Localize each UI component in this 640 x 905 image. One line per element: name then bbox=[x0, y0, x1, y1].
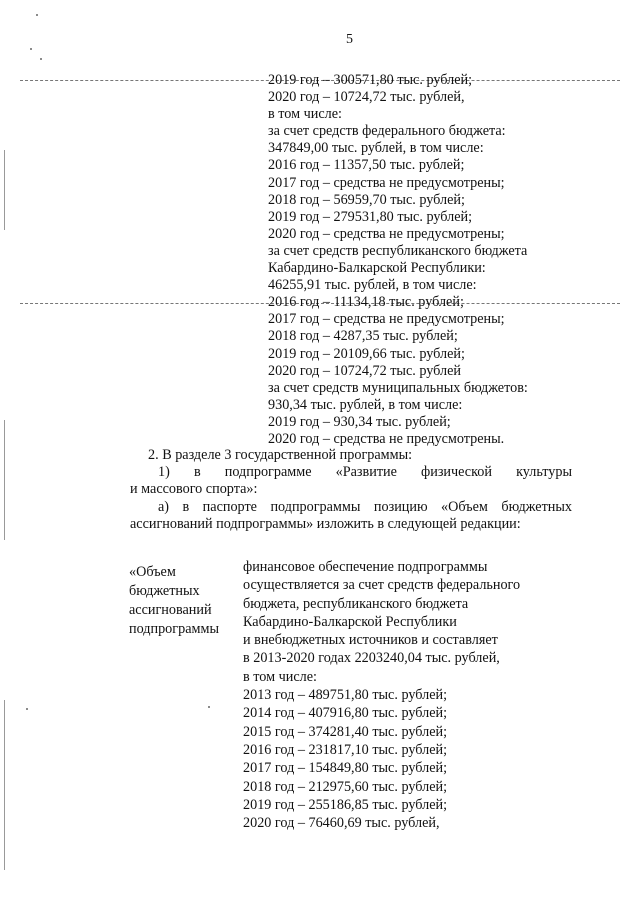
scan-margin-line bbox=[4, 700, 5, 870]
financing-line: 2017 год – средства не предусмотрены; bbox=[268, 311, 505, 328]
table-text-line: Кабардино-Балкарской Республики bbox=[243, 613, 457, 630]
table-text-line: осуществляется за счет средств федерального bbox=[243, 577, 521, 594]
section2-subprogram-line: 1) в подпрограмме «Развитие физической культуры bbox=[158, 464, 572, 481]
scan-margin-line bbox=[4, 150, 5, 230]
table-label-line: подпрограммы bbox=[129, 621, 219, 637]
table-text-line: бюджета, республиканского бюджета bbox=[243, 595, 469, 612]
scan-speck bbox=[40, 58, 42, 60]
table-text-line: в том числе: bbox=[243, 668, 317, 685]
table-text-line: 2013 год – 489751,80 тыс. рублей; bbox=[243, 687, 448, 704]
financing-line: 2019 год – 300571,80 тыс. рублей; bbox=[268, 72, 473, 88]
financing-block bbox=[268, 72, 528, 448]
financing-line: 347849,00 тыс. рублей, в том числе: bbox=[268, 140, 484, 157]
table-label-line: «Объем bbox=[129, 564, 176, 580]
table-text-line: 2018 год – 212975,60 тыс. рублей; bbox=[243, 778, 448, 795]
financing-line: 2020 год – средства не предусмотрены. bbox=[268, 430, 505, 447]
financing-line: за счет средств муниципальных бюджетов: bbox=[268, 379, 528, 396]
table-text-line: 2017 год – 154849,80 тыс. рублей; bbox=[243, 760, 448, 777]
table-text-line: 2016 год – 231817,10 тыс. рублей; bbox=[243, 741, 448, 758]
section2-passport-line: а) в паспорте подпрограммы позицию «Объем бюджетных bbox=[158, 498, 572, 515]
financing-line: 2017 год – средства не предусмотрены; bbox=[268, 174, 505, 191]
scan-speck bbox=[30, 48, 32, 50]
table-text-line: в 2013-2020 годах 2203240,04 тыс. рублей, bbox=[243, 650, 500, 667]
table-label bbox=[129, 563, 219, 639]
financing-line: 2016 год – 11357,50 тыс. рублей; bbox=[268, 157, 465, 174]
financing-line: в том числе: bbox=[268, 106, 342, 123]
table-text-line: 2020 год – 76460,69 тыс. рублей, bbox=[243, 815, 440, 832]
table-text-line: финансовое обеспечение подпрограммы bbox=[243, 559, 488, 575]
table-label-line: ассигнований bbox=[129, 602, 212, 618]
financing-line: Кабардино-Балкарской Республики: bbox=[268, 260, 486, 277]
table-label-line: бюджетных bbox=[129, 583, 200, 599]
financing-line: 2019 год – 20109,66 тыс. рублей; bbox=[268, 345, 465, 362]
financing-line: 2020 год – 10724,72 тыс. рублей bbox=[268, 362, 461, 379]
financing-line: 930,34 тыс. рублей, в том числе: bbox=[268, 396, 463, 413]
scan-speck bbox=[208, 706, 210, 708]
financing-line: 2019 год – 930,34 тыс. рублей; bbox=[268, 413, 451, 430]
section2-heading: 2. В разделе 3 государственной программы: bbox=[148, 447, 413, 463]
financing-line: 2020 год – 10724,72 тыс. рублей, bbox=[268, 89, 465, 106]
section2-paragraph bbox=[130, 447, 572, 533]
financing-line: за счет средств республиканского бюджета bbox=[268, 242, 528, 259]
table-text-line: 2014 год – 407916,80 тыс. рублей; bbox=[243, 705, 448, 722]
table-text-line: 2015 год – 374281,40 тыс. рублей; bbox=[243, 723, 448, 740]
financing-line: 2018 год – 56959,70 тыс. рублей; bbox=[268, 191, 465, 208]
scan-speck bbox=[26, 708, 28, 710]
section2-passport-line: ассигнований подпрограммы» изложить в следующей редакции: bbox=[130, 515, 521, 532]
scan-margin-line bbox=[4, 420, 5, 540]
financing-line: 2020 год – средства не предусмотрены; bbox=[268, 225, 505, 242]
financing-line: 2019 год – 279531,80 тыс. рублей; bbox=[268, 208, 473, 225]
financing-line: 2018 год – 4287,35 тыс. рублей; bbox=[268, 328, 458, 345]
table-text bbox=[243, 558, 520, 832]
section2-subprogram-line: и массового спорта»: bbox=[130, 481, 258, 498]
scan-speck bbox=[36, 14, 38, 16]
financing-line: за счет средств федерального бюджета: bbox=[268, 123, 506, 140]
page-number: 5 bbox=[346, 32, 353, 47]
table-text-line: 2019 год – 255186,85 тыс. рублей; bbox=[243, 796, 448, 813]
financing-line: 2016 год – 11134,18 тыс. рублей; bbox=[268, 294, 464, 311]
financing-line: 46255,91 тыс. рублей, в том числе: bbox=[268, 277, 477, 294]
table-text-line: и внебюджетных источников и составляет bbox=[243, 632, 498, 649]
